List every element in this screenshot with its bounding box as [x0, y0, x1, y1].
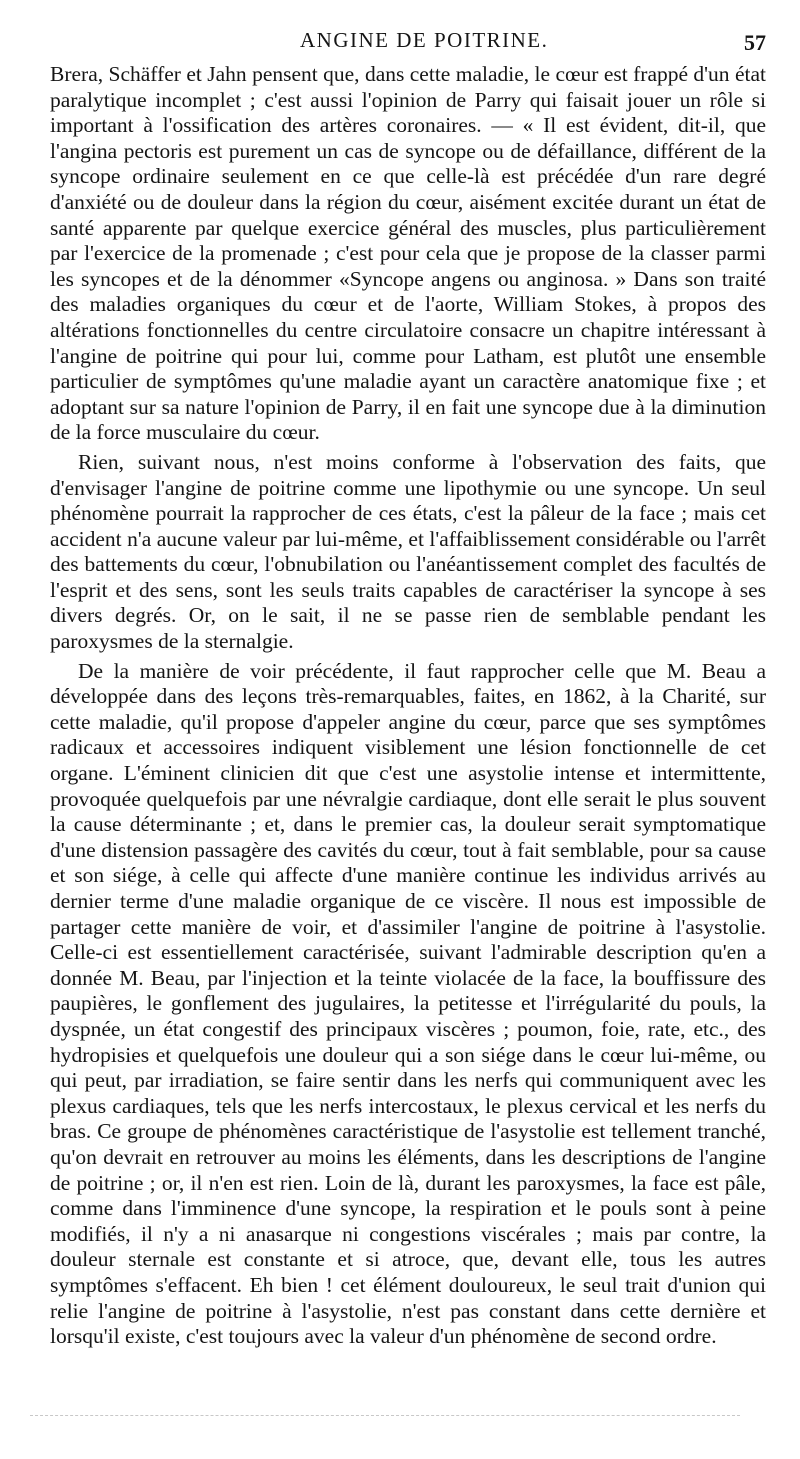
- footer-rule: [30, 1415, 740, 1416]
- page-number: 57: [744, 30, 766, 55]
- paragraph-beau-asystolie: De la manière de voir précédente, il faut rapprocher celle que M. Beau a développée dans des leçons très-remarquables, faites, en 1862, à la Charité, sur cette maladie, qu'il propose d'appeler angine du cœur, parce que ses symptômes radicaux et accessoires indiquent visiblement une lésion fonctionnelle de cet organe. L'éminent clinicien dit que c'est une asystolie intense et intermittente, provoquée quelquefois par une névralgie cardiaque, dont elle serait le plus souvent la cause déterminante ; et, dans le premier cas, la douleur serait symptomatique d'une distension passagère des cavités du cœur, tout à fait semblable, pour sa cause et son siége, à celle qui affecte d'une manière continue les individus arrivés au dernier terme d'une maladie organique de ce viscère. Il nous est impossible de partager cette manière de voir, et d'assimiler l'angine de poitrine à l'asystolie. Celle-ci est essentiellement caractérisée, suivant l'admirable description qu'en a donnée M. Beau, par l'injection et la teinte violacée de la face, la bouffissure des paupières, le gonflement des jugulaires, la petitesse et l'irrégularité du pouls, la dyspnée, un état congestif des principaux viscères ; poumon, foie, rate, etc., des hydropisies et quelquefois une douleur qui a son siége dans le cœur lui-même, ou qui peut, par irradiation, se faire sentir dans les nerfs qui communiquent avec les plexus cardiaques, tels que les nerfs intercostaux, le plexus cervical et les nerfs du bras. Ce groupe de phénomènes caractéristique de l'asystolie est tellement tranché, qu'on devrait en retrouver au moins les éléments, dans les descriptions de l'angine de poitrine ; or, il n'en est rien. Loin de là, durant les paroxysmes, la face est pâle, comme dans l'imminence d'une syncope, la respiration et le pouls sont à peine modifiés, il n'y a ni anasarque ni congestions viscérales ; mais par contre, la douleur sternale est constante et si atroce, que, devant elle, tous les autres symptômes s'effacent. Eh bien ! cet élément douloureux, le seul trait d'union qui relie l'angine de poitrine à l'asystolie, n'est pas constant dans cette dernière et lorsqu'il existe, c'est toujours avec la valeur d'un phénomène de second ordre.: [50, 658, 766, 1349]
- paragraph-lipothymie: Rien, suivant nous, n'est moins conforme à l'observation des faits, que d'envisager l'angine de poitrine comme une lipothymie ou une syncope. Un seul phénomène pourrait la rapprocher de ces états, c'est la pâleur de la face ; mais cet accident n'a aucune valeur par lui-même, et l'affaiblissement considérable ou l'arrêt des battements du cœur, l'obnubilation ou l'anéantissement complet des facultés de l'esprit et des sens, sont les seuls traits capables de caractériser la syncope à ses divers degrés. Or, on le sait, il ne se passe rien de semblable pendant les paroxysmes de la sternalgie.: [50, 449, 766, 654]
- running-title: ANGINE DE POITRINE.: [300, 28, 549, 52]
- body-text: [50, 62, 766, 1350]
- page-header: [0, 28, 800, 58]
- paragraph-parry-syncope: Brera, Schäffer et Jahn pensent que, dans cette maladie, le cœur est frappé d'un état paralytique incomplet ; c'est aussi l'opinion de Parry qui faisait jouer un rôle si important à l'ossification des artères coronaires. — « Il est évident, dit-il, que l'angina pectoris est purement un cas de syncope ou de défaillance, différent de la syncope ordinaire seulement en ce que celle-là est précédée d'un rare degré d'anxiété ou de douleur dans la région du cœur, aisément excitée durant un état de santé apparente par quelque exercice général des muscles, plus particulièrement par l'exercice de la promenade ; c'est pour cela que je propose de la classer parmi les syncopes et de la dénommer «Syncope angens ou anginosa. » Dans son traité des maladies organiques du cœur et de l'aorte, William Stokes, à propos des altérations fonctionnelles du centre circulatoire consacre un chapitre intéressant à l'angine de poitrine qui pour lui, comme pour Latham, est plutôt une ensemble particulier de symptômes qu'une maladie ayant un caractère anatomique fixe ; et adoptant sur sa nature l'opinion de Parry, il en fait une syncope due à la diminution de la force musculaire du cœur.: [50, 62, 766, 445]
